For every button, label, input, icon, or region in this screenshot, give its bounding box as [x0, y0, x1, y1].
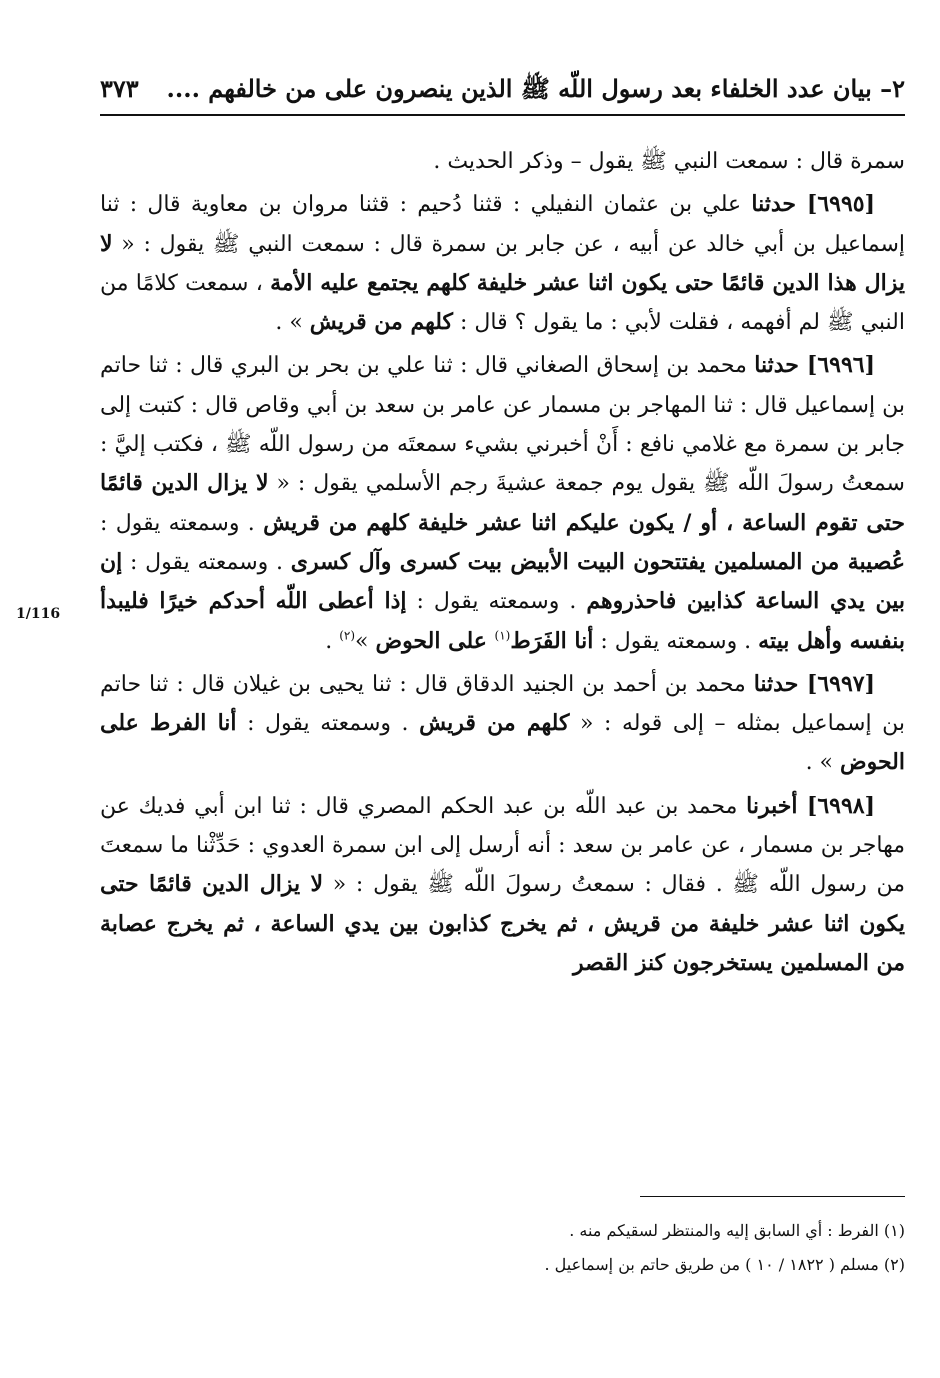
text-run: . وسمعته يقول : — [100, 510, 264, 536]
bold-text-run: لا يزال الدين قائمًا حتى يكون اثنا عشر خليفة من قريش ، ثم يخرج كذابون بين يدي الساعة ، ثم يخرج عصابة من المسلمين يستخرجون كنز القصر — [100, 871, 905, 976]
text-run: . وسمعته يقول : — [593, 628, 759, 654]
text-run: علي بن عثمان النفيلي : قثنا دُحيم : قثنا مروان بن معاوية قال : ثنا إسماعيل بن أبي خالد عن أبيه ، عن جابر بن سمرة قال : سمعت النبي ﷺ يقول : « — [100, 192, 905, 257]
bold-text-run: لا يزال هذا الدين قائمًا حتى يكون اثنا عشر خليفة كلهم يجتمع عليه الأمة — [100, 230, 905, 296]
footnote-item: (٢) مسلم ( ١٨٢٢ / ١٠ ) من طريق حاتم بن إسماعيل . — [544, 1255, 905, 1274]
hadith-paragraph — [100, 185, 905, 342]
bold-text-run: [٦٩٩٨] أخبرنا — [746, 792, 875, 819]
footnotes — [100, 1214, 905, 1282]
bold-text-run: كلهم من قريش — [419, 710, 570, 737]
bold-text-run: أنا الفَرَط — [510, 627, 594, 654]
text-run: » — [355, 628, 376, 654]
footnote-reference: (٢) — [339, 628, 356, 643]
bold-text-run: لا يزال الدين قائمًا حتى تقوم الساعة ، أو / يكون عليكم اثنا عشر خليفة كلهم من قريش — [100, 470, 906, 536]
text-run: . وسمعته يقول : — [236, 711, 420, 737]
bold-text-run: [٦٩٩٦] حدثنا — [754, 352, 875, 379]
hadith-paragraph — [100, 346, 905, 660]
hadith-paragraph — [100, 142, 905, 181]
text-run: ، سمعت كلامًا من النبي ﷺ لم أفهمه ، فقلت لأبي : ما يقول ؟ قال : — [100, 270, 905, 336]
text-run: . وسمعته يقول : — [406, 589, 587, 615]
hadith-body-text — [100, 142, 905, 983]
bold-text-run: على الحوض — [375, 627, 495, 654]
text-run: . وسمعته يقول : — [122, 549, 291, 575]
bold-text-run: إذا أعطى اللّه أحدكم خيرًا فليبدأ بنفسه وأهل بيته — [100, 588, 905, 654]
bold-text-run: عُصيبة من المسلمين يفتتحون البيت الأبيض بيت كسرى وآل كسرى — [290, 548, 905, 575]
bold-text-run: أنا الفرط على الحوض — [100, 710, 905, 776]
bold-text-run: [٦٩٩٥] حدثنا — [751, 191, 875, 218]
page-number: ٣٧٣ — [100, 74, 139, 103]
text-run: محمد بن عبد اللّه بن عبد الحكم المصري قال : ثنا ابن أبي فديك عن مهاجر بن مسمار ، عن عامر بن سعد : أنه أرسل إلى ابن سمرة العدوي : حَدِّثْنا ما سمعتَ من رسول اللّه ﷺ . فقال : سمعتُ رسولَ اللّه ﷺ يقول : « — [100, 793, 905, 898]
manuscript-folio-marker: 1/116 — [16, 606, 61, 622]
text-run: سمرة قال : سمعت النبي ﷺ يقول – وذكر الحديث . — [433, 149, 905, 174]
running-header — [100, 70, 905, 116]
text-run: محمد بن أحمد بن الجنيد الدقاق قال : ثنا يحيى بن غيلان قال : ثنا حاتم بن إسماعيل بمثله – إلى قوله : « — [100, 671, 906, 737]
text-run: » . — [275, 310, 310, 336]
footnote-separator — [640, 1196, 905, 1197]
footnote-reference: (١) — [494, 628, 511, 643]
text-run: محمد بن إسحاق الصغاني قال : ثنا علي بن بحر بن البري قال : ثنا حاتم بن إسماعيل قال : ثنا المهاجر بن مسمار عن عامر بن سعد بن أبي وقاص قال : كتبت إلى جابر بن سمرة مع غلامي نافع : أَنْ أخبرني بشيء سمعتَه من رسول اللّه ﷺ ، فكتب إليَّ : سمعتُ رسولَ اللّه ﷺ يقول يوم جمعة عشيةَ رجم الأسلمي يقول : « — [100, 353, 905, 497]
hadith-paragraph — [100, 665, 905, 783]
hadith-paragraph — [100, 787, 905, 983]
footnote-item: (١) الفرط : أي السابق إليه والمنتظر لسقيكم منه . — [569, 1221, 905, 1240]
bold-text-run: [٦٩٩٧] حدثنا — [753, 670, 875, 697]
text-run: . — [325, 628, 340, 654]
text-run: » . — [805, 750, 841, 776]
chapter-title: ٢– بيان عدد الخلفاء بعد رسول اللّه ﷺ الذين ينصرون على من خالفهم .... — [166, 74, 905, 103]
bold-text-run: كلهم من قريش — [309, 309, 454, 336]
bold-text-run: إن بين يدي الساعة كذابين فاحذروهم — [100, 548, 906, 615]
